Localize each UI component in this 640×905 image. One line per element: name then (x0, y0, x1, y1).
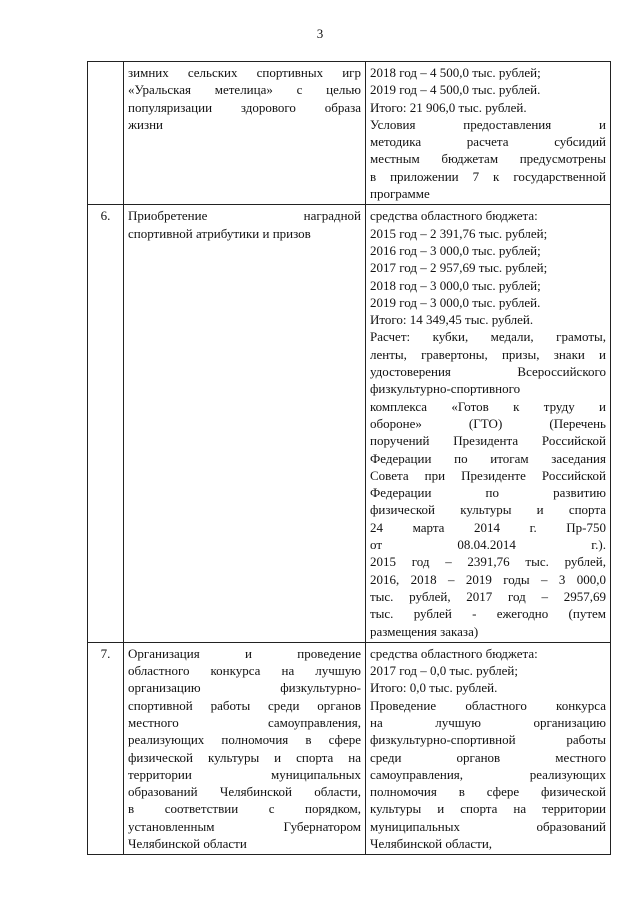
funding-description-line: 2015 год – 2391,76 тыс. рублей, (370, 554, 606, 570)
measure-name-line: жизни (128, 116, 163, 132)
funding-description-line: местным бюджетам предусмотрены (370, 151, 606, 167)
measure-name-line: «Уральская метелица» с целью (128, 82, 361, 98)
funding-description-line: обороне» (ГТО) (Перечень (370, 415, 606, 431)
table-row (88, 205, 611, 642)
funding-description-line: поручений Президента Российской (370, 433, 606, 449)
funding-description-line: 2017 год – 2 957,69 тыс. рублей; (370, 260, 548, 276)
funding-description-line: программе (370, 186, 430, 202)
measures-table (87, 61, 611, 855)
funding-description-line: 2018 год – 4 500,0 тыс. рублей; (370, 65, 541, 80)
funding-description-line: тыс. рублей - ежегодно (путем (370, 606, 606, 622)
funding-description-line: 2017 год – 0,0 тыс. рублей; (370, 663, 518, 679)
funding-description-line: муниципальных образований (370, 818, 606, 834)
measure-name-line: спортивной атрибутики и призов (128, 225, 311, 241)
measure-name-line: реализующих полномочия в сфере (128, 732, 361, 748)
measure-name-line: территории муниципальных (128, 766, 361, 782)
funding-description-line: Итого: 0,0 тыс. рублей. (370, 680, 498, 696)
row-number (88, 62, 124, 205)
row-number: 7. (88, 642, 124, 855)
funding-description-line: физкультурно-спортивного (370, 381, 521, 397)
measure-name-line: Организация и проведение (128, 645, 361, 661)
measure-name-line: установленным Губернатором (128, 818, 361, 834)
funding-description-line: размещения заказа) (370, 623, 479, 639)
funding-description-line: ленты, гравертоны, призы, знаки и (370, 346, 606, 362)
table-body (88, 62, 611, 855)
funding-description-line: Проведение областного конкурса (370, 697, 606, 713)
funding-description-line: удостоверения Всероссийского (370, 364, 606, 380)
funding-description-line: 2015 год – 2 391,76 тыс. рублей; (370, 225, 548, 241)
funding-description-cell (366, 205, 611, 642)
measure-name-line: областного конкурса на лучшую (128, 663, 361, 679)
funding-description-line: в приложении 7 к государственной (370, 168, 606, 184)
funding-description-line: 2018 год – 3 000,0 тыс. рублей; (370, 277, 541, 293)
row-number: 6. (88, 205, 124, 642)
funding-description-line: Расчет: кубки, медали, грамоты, (370, 329, 606, 345)
measure-name-line: образований Челябинской области, (128, 784, 361, 800)
funding-description-line: Итого: 21 906,0 тыс. рублей. (370, 99, 527, 115)
funding-description-line: Условия предоставления и (370, 116, 606, 132)
funding-description-line: 2016 год – 3 000,0 тыс. рублей; (370, 242, 541, 258)
funding-description-line: Итого: 14 349,45 тыс. рублей. (370, 312, 534, 328)
measure-name-line: организацию физкультурно- (128, 680, 361, 696)
funding-description-line: Федерации по итогам заседания (370, 450, 606, 466)
funding-description-line: самоуправления, реализующих (370, 766, 606, 782)
table-row (88, 62, 611, 205)
funding-description-line: среди органов местного (370, 749, 606, 765)
funding-description-line: тыс. рублей, 2017 год – 2957,69 (370, 588, 606, 604)
funding-description-line: 2016, 2018 – 2019 годы – 3 000,0 (370, 571, 606, 587)
funding-description-line: Совета при Президенте Российской (370, 467, 606, 483)
funding-description-line: 2019 год – 3 000,0 тыс. рублей. (370, 294, 541, 310)
funding-description-line: комплекса «Готов к труду и (370, 398, 606, 414)
funding-description-line: средства областного бюджета: (370, 645, 538, 661)
funding-description-cell (366, 62, 611, 205)
funding-description-line: полномочия в сфере физической (370, 784, 606, 800)
page-number: 3 (316, 26, 324, 41)
measure-name-line: Челябинской области (128, 836, 247, 852)
measure-name-line: местного самоуправления, (128, 714, 361, 730)
funding-description-line: средства областного бюджета: (370, 208, 538, 224)
measure-name-cell (124, 62, 366, 205)
measure-name-line: спортивной работы среди органов (128, 697, 361, 713)
measure-name-line: Приобретение наградной (128, 208, 361, 224)
funding-description-line: физкультурно-спортивной работы (370, 732, 606, 748)
funding-description-line: методика расчета субсидий (370, 134, 606, 150)
funding-description-line: 24 марта 2014 г. Пр-750 (370, 519, 606, 535)
measure-name-cell (124, 205, 366, 642)
measure-name-line: зимних сельских спортивных игр (128, 65, 361, 80)
measure-name-line: популяризации здорового образа (128, 99, 361, 115)
measure-name-cell (124, 642, 366, 855)
funding-description-line: Челябинской области, (370, 836, 493, 852)
funding-description-line: на лучшую организацию (370, 714, 606, 730)
funding-description-line: 2019 год – 4 500,0 тыс. рублей. (370, 82, 541, 98)
measure-name-line: физической культуры и спорта на (128, 749, 361, 765)
funding-description-line: физической культуры и спорта (370, 502, 606, 518)
funding-description-line: от 08.04.2014 г.). (370, 537, 606, 553)
funding-description-line: культуры и спорта на территории (370, 801, 606, 817)
funding-description-cell (366, 642, 611, 855)
funding-description-line: Федерации по развитию (370, 485, 606, 501)
table-row (88, 642, 611, 855)
measure-name-line: в соответствии с порядком, (128, 801, 361, 817)
